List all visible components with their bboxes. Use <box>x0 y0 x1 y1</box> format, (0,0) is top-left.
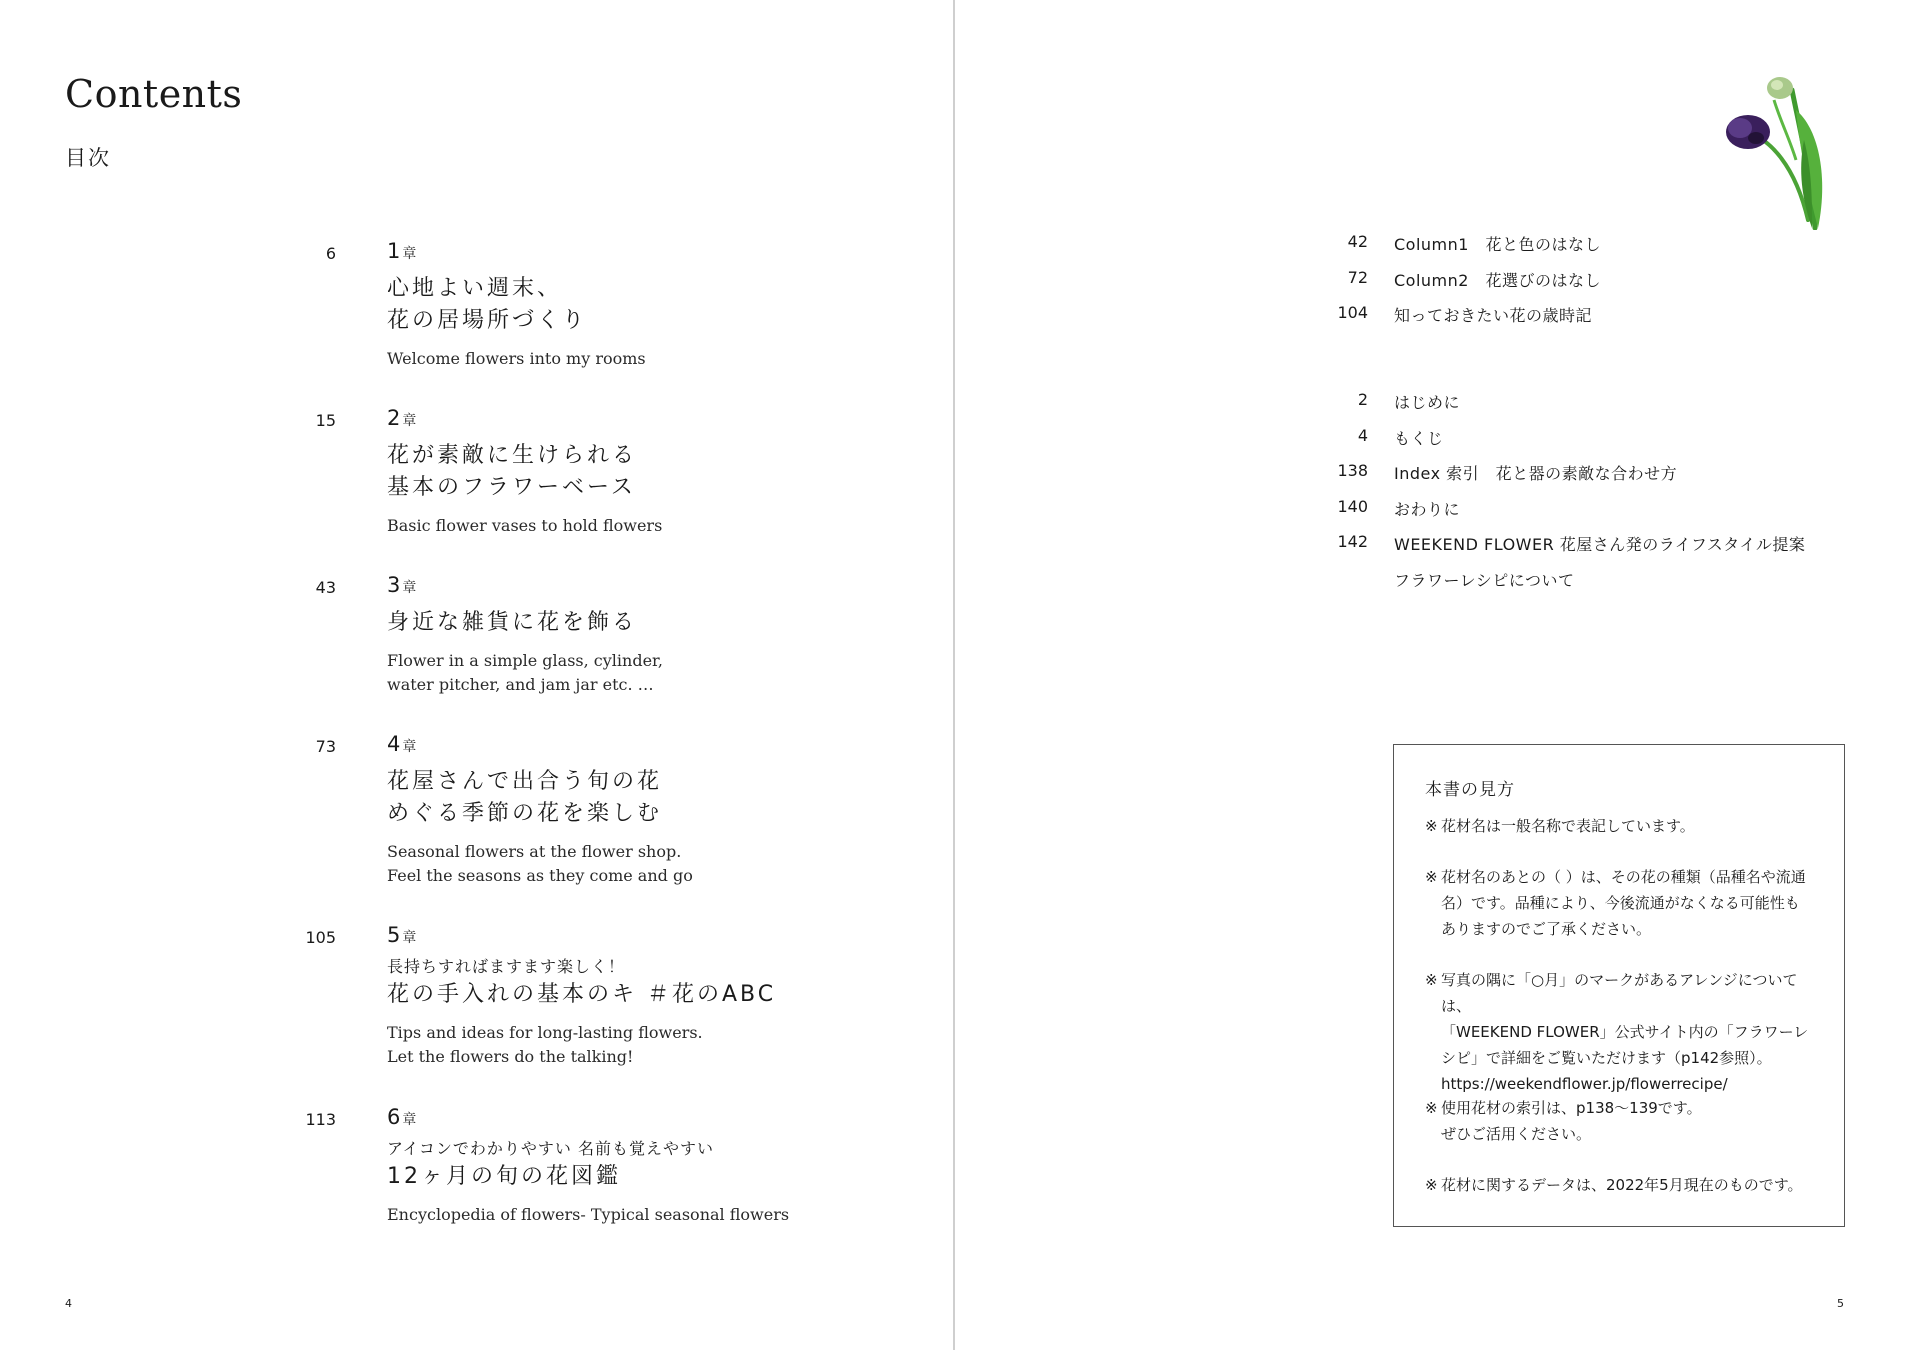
column-list <box>1330 232 1890 339</box>
toc-entry-text: Column1 花と色のはなし <box>1394 235 1601 254</box>
note-mark: ※ <box>1425 817 1438 835</box>
tulip-photo-icon <box>1700 70 1840 230</box>
chapter-page-number: 15 <box>315 411 336 430</box>
note-mark: ※ <box>1425 868 1438 886</box>
toc-page-number: 42 <box>1347 232 1368 251</box>
toc-row[interactable] <box>1330 461 1890 497</box>
toc-page-number: 138 <box>1337 461 1368 480</box>
chapter-page-number: 6 <box>325 244 336 263</box>
chapter-title: 花屋さんで出合う旬の花 めぐる季節の花を楽しむ <box>387 769 663 826</box>
note-item: ※ 使用花材の索引は、p138～139です。 ぜひご活用ください。 <box>1425 1095 1825 1147</box>
toc-entry-text: WEEKEND FLOWER 花屋さん発のライフスタイル提案 <box>1394 535 1806 554</box>
toc-entry-text: Column2 花選びのはなし <box>1394 270 1601 290</box>
chapter-lead: 長持ちすればますます楽しく！ <box>387 957 626 976</box>
how-to-read-box <box>1393 744 1845 1227</box>
chapter-title: 心地よい週末、 花の居場所づくり <box>387 276 588 333</box>
chapter-lead: アイコンでわかりやすい 名前も覚えやすい <box>387 1139 715 1158</box>
chapter-page-number: 105 <box>305 928 336 947</box>
chapter-label: 6 章 <box>387 1105 417 1129</box>
left-page <box>0 0 953 1350</box>
toc-entry-text: 知っておきたい花の歳時記 <box>1394 306 1593 325</box>
note-mark: ※ <box>1425 1099 1438 1117</box>
toc-row[interactable] <box>1330 568 1890 604</box>
chapter-label: 4 章 <box>387 732 417 756</box>
toc-row[interactable] <box>1330 268 1890 304</box>
extras-list <box>1330 390 1890 603</box>
note-mark: ※ <box>1425 1176 1438 1194</box>
toc-row[interactable] <box>1330 497 1890 533</box>
toc-page-number: 104 <box>1337 303 1368 322</box>
chapter-english-title: Encyclopedia of flowers- Typical seasonal flowers <box>387 1205 790 1224</box>
chapter-title: 花が素敵に生けられる 基本のフラワーベース <box>387 443 638 500</box>
page-title: Contents <box>65 72 243 116</box>
chapter-page-number: 73 <box>315 737 336 756</box>
toc-entry-text: おわりに <box>1394 499 1461 519</box>
note-item: ※ 写真の隅に「○月」のマークがあるアレンジについては、 「WEEKEND FLOWER」公式サイト内の「フラワーレ シピ」で詳細をご覧いただけます（p142参照）。 https://weekendflower.jp/flowerrecipe/ <box>1425 967 1825 1097</box>
page-folio-left: 4 <box>65 1297 72 1310</box>
toc-page-number: 2 <box>1357 390 1368 409</box>
toc-row[interactable] <box>1330 232 1890 268</box>
toc-row[interactable] <box>1330 390 1890 426</box>
page-subtitle: 目次 <box>65 146 111 170</box>
chapter-label: 1 章 <box>387 239 417 263</box>
toc-row[interactable] <box>1330 532 1890 568</box>
toc-page-number: 4 <box>1357 425 1368 445</box>
recipe-url-link[interactable]: https://weekendflower.jp/flowerrecipe/ <box>1441 1075 1728 1093</box>
toc-entry-text: Index 索引 花と器の素敵な合わせ方 <box>1394 464 1678 483</box>
notes-title: 本書の見方 <box>1425 780 1515 800</box>
chapter-english-title: Welcome flowers into my rooms <box>387 349 646 368</box>
note-item: ※ 花材に関するデータは、2022年5月現在のものです。 <box>1425 1172 1825 1198</box>
note-mark: ※ <box>1425 971 1438 989</box>
chapter-title: 12ヶ月の旬の花図鑑 <box>387 1164 621 1189</box>
toc-entry-text: はじめに <box>1394 393 1461 412</box>
chapter-english-title: Seasonal flowers at the flower shop. Feel the seasons as they come and go <box>387 842 693 885</box>
note-item: ※ 花材名は一般名称で表記しています。 <box>1425 813 1825 839</box>
chapter-page-number: 113 <box>305 1110 336 1129</box>
toc-entry-text: フラワーレシピについて <box>1394 570 1575 590</box>
toc-entry-text: もくじ <box>1394 428 1444 448</box>
toc-page-number: 72 <box>1347 267 1368 287</box>
note-item: ※ 花材名のあとの（ ）は、その花の種類（品種名や流通 名）です。品種により、今後流通がなくなる可能性も ありますのでご了承ください。 <box>1425 864 1825 942</box>
chapter-label: 3 章 <box>387 573 417 597</box>
chapter-page-number: 43 <box>315 578 336 597</box>
page-folio-right: 5 <box>1837 1297 1844 1310</box>
chapter-title: 花の手入れの基本のキ ＃花のABC <box>387 982 777 1007</box>
chapter-english-title: Basic flower vases to hold flowers <box>387 516 663 535</box>
chapter-label: 2 章 <box>387 406 417 430</box>
toc-row[interactable] <box>1330 303 1890 339</box>
chapter-title: 身近な雑貨に花を飾る <box>387 610 638 635</box>
chapter-english-title: Tips and ideas for long-lasting flowers. Let the flowers do the talking! <box>387 1023 703 1066</box>
toc-page-number: 142 <box>1337 532 1368 551</box>
chapter-english-title: Flower in a simple glass, cylinder, water pitcher, and jam jar etc. … <box>387 651 664 694</box>
chapter-label: 5 章 <box>387 923 417 947</box>
toc-row[interactable] <box>1330 426 1890 462</box>
toc-page-number: 140 <box>1337 496 1368 516</box>
